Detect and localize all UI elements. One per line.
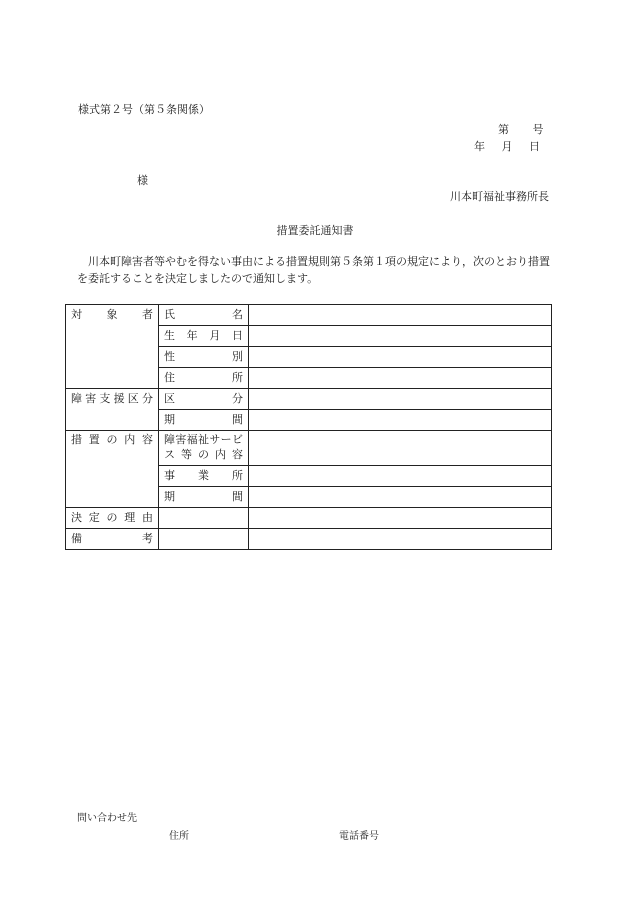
body-text: 川本町障害者等やむを得ない事由による措置規則第５条第１項の規定により，次のとおり措置を委託することを決定しましたので通知します。 [77, 255, 550, 285]
document-title: 措置委託通知書 [276, 224, 354, 237]
contact-label: 問い合わせ先 [77, 813, 137, 824]
service-content-value[interactable] [249, 431, 552, 466]
period-label-2: 期間 [159, 487, 249, 508]
form-number-label: 様式第２号（第５条関係） [78, 103, 210, 116]
contact-address-label: 住所 [169, 831, 189, 842]
category-label: 区分 [159, 389, 249, 410]
address-value[interactable] [249, 368, 552, 389]
gender-value[interactable] [249, 347, 552, 368]
birthdate-label: 生年月日 [159, 326, 249, 347]
document-number: 第 号 [498, 123, 544, 136]
remarks-value[interactable] [249, 529, 552, 550]
name-value[interactable] [249, 305, 552, 326]
office-value[interactable] [249, 466, 552, 487]
birthdate-value[interactable] [249, 326, 552, 347]
document-date: 年 月 日 [474, 140, 540, 153]
reason-header: 決定の理由 [66, 508, 159, 529]
service-content-label: 障害福祉サービス等の内容 [159, 431, 249, 466]
target-header: 対象者 [66, 305, 159, 389]
period-value-2[interactable] [249, 487, 552, 508]
measure-content-header: 措置の内容 [66, 431, 159, 508]
reason-sub-cell [159, 508, 249, 529]
name-label: 氏名 [159, 305, 249, 326]
support-category-header: 障害支援区分 [66, 389, 159, 431]
period-value-1[interactable] [249, 410, 552, 431]
notice-table [65, 304, 552, 550]
address-label: 住所 [159, 368, 249, 389]
addressee: 様 [137, 174, 148, 187]
gender-label: 性別 [159, 347, 249, 368]
contact-phone-label: 電話番号 [339, 831, 379, 842]
period-label-1: 期間 [159, 410, 249, 431]
remarks-sub-cell [159, 529, 249, 550]
remarks-header: 備考 [66, 529, 159, 550]
reason-value[interactable] [249, 508, 552, 529]
office-label: 事業所 [159, 466, 249, 487]
issuer-name: 川本町福祉事務所長 [450, 190, 549, 203]
category-value[interactable] [249, 389, 552, 410]
